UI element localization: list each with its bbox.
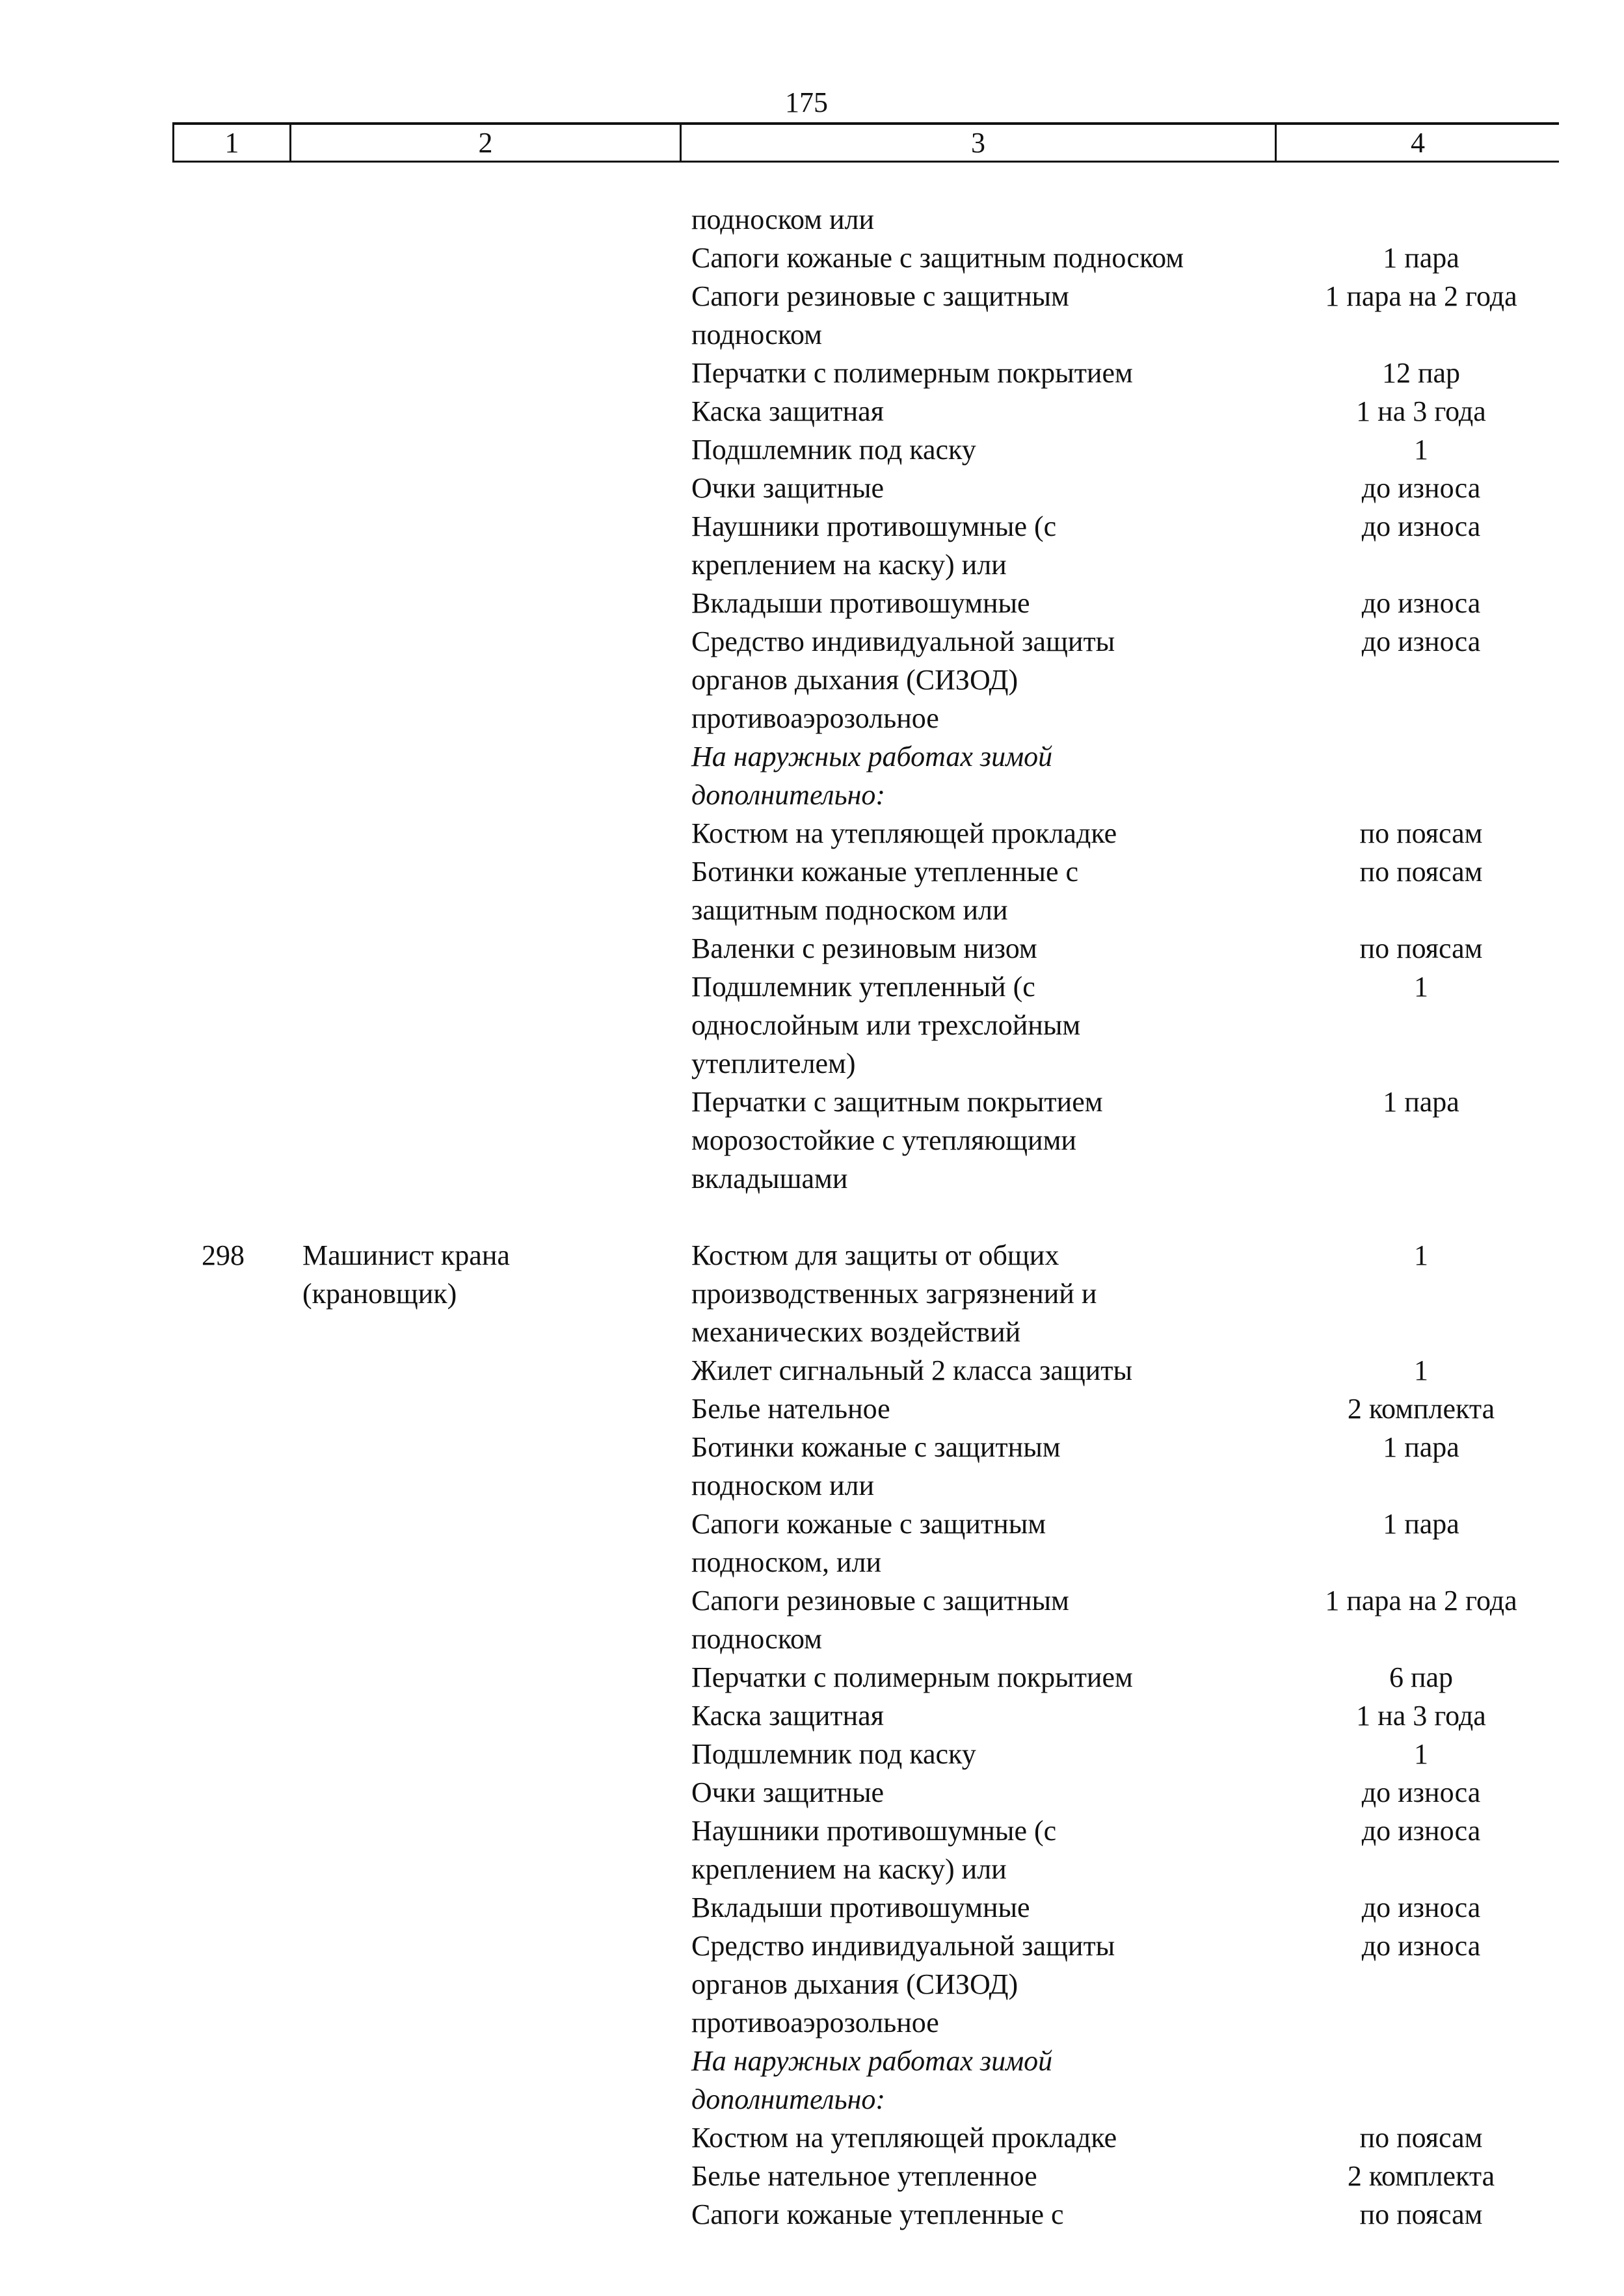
item-name-line: Каска защитная [691, 395, 884, 427]
item-name-line: Костюм на утепляющей прокладке [691, 817, 1117, 849]
profession-name-line: Машинист крана [302, 1239, 510, 1271]
item-name-line: Вкладыши противошумные [691, 1892, 1030, 1923]
item-name-line: Перчатки с полимерным покрытием [691, 357, 1133, 389]
item-name-line: Наушники противошумные (с [691, 1815, 1057, 1847]
column-header-row [172, 122, 1559, 163]
column-header-2: 2 [291, 125, 682, 161]
item-name-line: Перчатки с защитным покрытием [691, 1086, 1103, 1118]
item-name-line: Очки защитные [691, 472, 885, 504]
item-name-line: подноском [691, 319, 822, 350]
item-name-line: подноском или [691, 204, 875, 235]
item-name-line: Костюм для защиты от общих [691, 1239, 1059, 1271]
item-name-line: Сапоги резиновые с защитным [691, 280, 1069, 312]
item-name-line: креплением на каску) или [691, 549, 1007, 581]
item-name-line: На наружных работах зимой [691, 741, 1053, 772]
column-header-3: 3 [682, 125, 1277, 161]
item-name-line: Средство индивидуальной защиты [691, 1930, 1115, 1962]
item-name-line: дополнительно: [691, 779, 886, 811]
item-name-line: Средство индивидуальной защиты [691, 626, 1115, 657]
item-name-line: Сапоги резиновые с защитным [691, 1585, 1069, 1616]
item-name-line: органов дыхания (СИЗОД) [691, 664, 1018, 696]
column-header-4: 4 [1411, 127, 1425, 159]
entry-number: 298 [202, 1239, 245, 1271]
item-name-line: дополнительно: [691, 2083, 886, 2115]
item-name-line: Ботинки кожаные с защитным [691, 1431, 1061, 1463]
item-name-line: креплением на каску) или [691, 1853, 1007, 1885]
item-name-line: Валенки с резиновым низом [691, 932, 1037, 964]
item-name-line: Сапоги кожаные с защитным [691, 1508, 1046, 1540]
item-name-line: Очки защитные [691, 1776, 885, 1808]
item-name-line: подноском [691, 1623, 822, 1655]
item-name-line: производственных загрязнений и [691, 1278, 1097, 1310]
item-name-line: Костюм на утепляющей прокладке [691, 2122, 1117, 2154]
item-name-line: Подшлемник под каску [691, 1738, 976, 1770]
item-name-line: Вкладыши противошумные [691, 587, 1030, 619]
item-name-line: органов дыхания (СИЗОД) [691, 1968, 1018, 2000]
item-name-line: Каска защитная [691, 1700, 884, 1732]
item-name-line: Белье нательное утепленное [691, 2160, 1037, 2192]
item-name-line: Подшлемник под каску [691, 434, 976, 466]
item-name-line: Перчатки с полимерным покрытием [691, 1661, 1133, 1693]
item-name-line: Сапоги кожаные утепленные с [691, 2198, 1064, 2230]
item-name-line: противоаэрозольное [691, 702, 939, 734]
item-name-line: Белье нательное [691, 1393, 890, 1425]
item-name-line: механических воздействий [691, 1316, 1021, 1348]
item-name-line: подноском, или [691, 1546, 882, 1578]
item-name-line: морозостойкие с утепляющими [691, 1124, 1076, 1156]
item-name-line: защитным подноском или [691, 894, 1008, 926]
item-name-line: противоаэрозольное [691, 2007, 939, 2039]
item-name-line: Наушники противошумные (с [691, 510, 1057, 542]
item-name-line: вкладышами [691, 1163, 848, 1194]
column-header-1: 1 [174, 125, 291, 161]
item-name-line: утеплителем) [691, 1048, 856, 1079]
item-name-line: Жилет сигнальный 2 класса защиты [691, 1354, 1133, 1386]
item-name-line: На наружных работах зимой [691, 2045, 1053, 2077]
profession-name-line: (крановщик) [302, 1278, 457, 1310]
item-name-line: Ботинки кожаные утепленные с [691, 856, 1079, 888]
item-name-line: подноском или [691, 1470, 875, 1501]
item-name-line: Подшлемник утепленный (с [691, 971, 1035, 1003]
item-name-line: Сапоги кожаные с защитным подноском [691, 242, 1184, 274]
item-name-line: однослойным или трехслойным [691, 1009, 1081, 1041]
